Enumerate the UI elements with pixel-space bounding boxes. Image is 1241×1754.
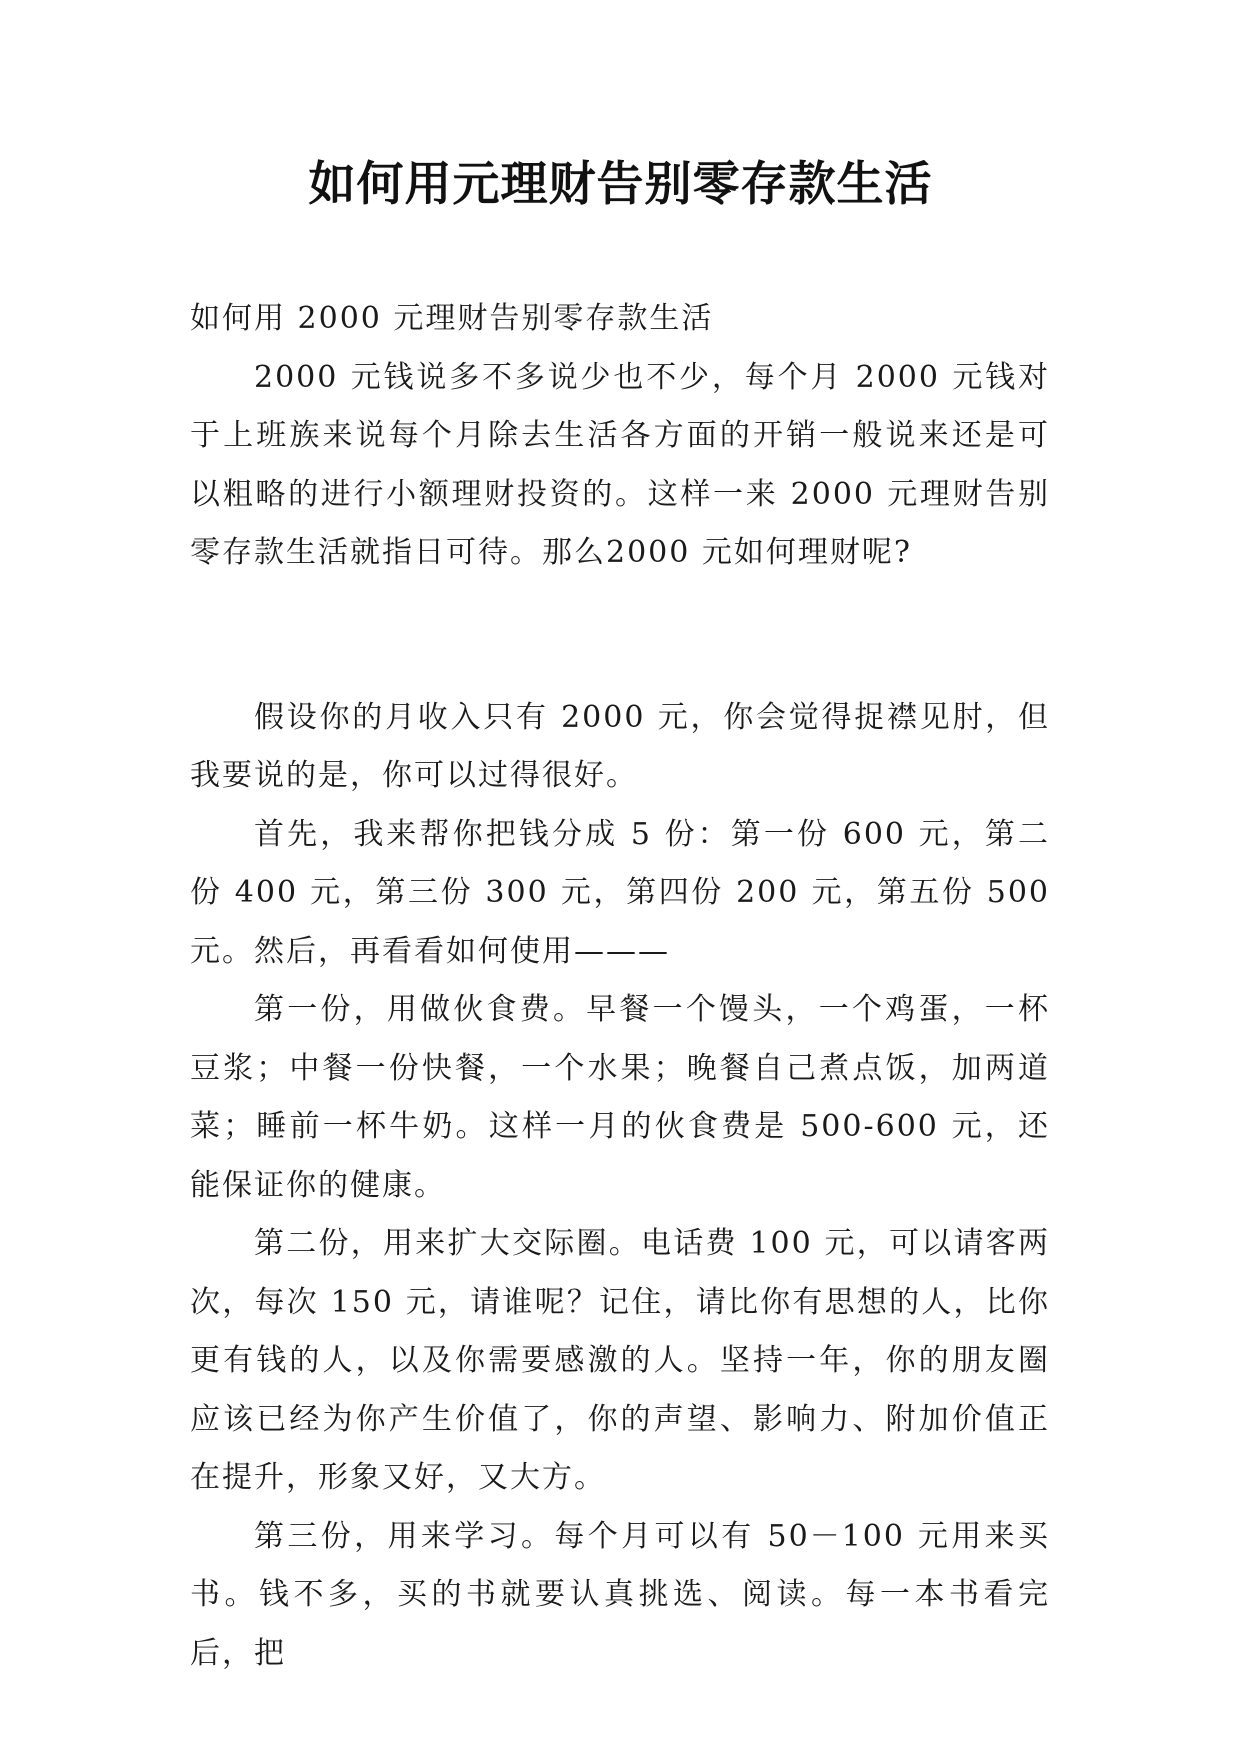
document-title: 如何用元理财告别零存款生活 bbox=[308, 157, 933, 212]
paragraph-part-three: 第三份，用来学习。每个月可以有 50－100 元用来买书。钱不多，买的书就要认真挑选、阅读。每一本书看完后，把 bbox=[190, 1518, 1050, 1671]
paragraph-part-two: 第二份，用来扩大交际圈。电话费 100 元，可以请客两次，每次 150 元，请谁呢？记住，请比你有思想的人，比你更有钱的人，以及你需要感激的人。坚持一年，你的朋友圈应该已经为你产生价值了，你的声望、影响力、附加价值正在提升，形象又好，又大方。 bbox=[190, 1226, 1050, 1495]
intro-paragraph: 2000 元钱说多不多说少也不少，每个月 2000 元钱对于上班族来说每个月除去生活各方面的开销一般说来还是可以粗略的进行小额理财投资的。这样一来 2000 元理财告别零存款生活就指日可待。那么2000 元如何理财呢? bbox=[190, 359, 1050, 570]
document-body bbox=[190, 290, 1050, 1683]
subtitle-line: 如何用 2000 元理财告别零存款生活 bbox=[190, 301, 714, 336]
paragraph-part-one: 第一份，用做伙食费。早餐一个馒头，一个鸡蛋，一杯豆浆；中餐一份快餐，一个水果；晚餐自己煮点饭，加两道菜；睡前一杯牛奶。这样一月的伙食费是 500-600 元，还能保证你的健康。 bbox=[190, 992, 1050, 1203]
paragraph-split-five: 首先，我来帮你把钱分成 5 份：第一份 600 元，第二份 400 元，第三份 300 元，第四份 200 元，第五份 500 元。然后，再看看如何使用——— bbox=[190, 816, 1050, 969]
paragraph-spacer bbox=[190, 583, 1050, 689]
paragraph-income: 假设你的月收入只有 2000 元，你会觉得捉襟见肘，但我要说的是，你可以过得很好。 bbox=[190, 699, 1050, 793]
